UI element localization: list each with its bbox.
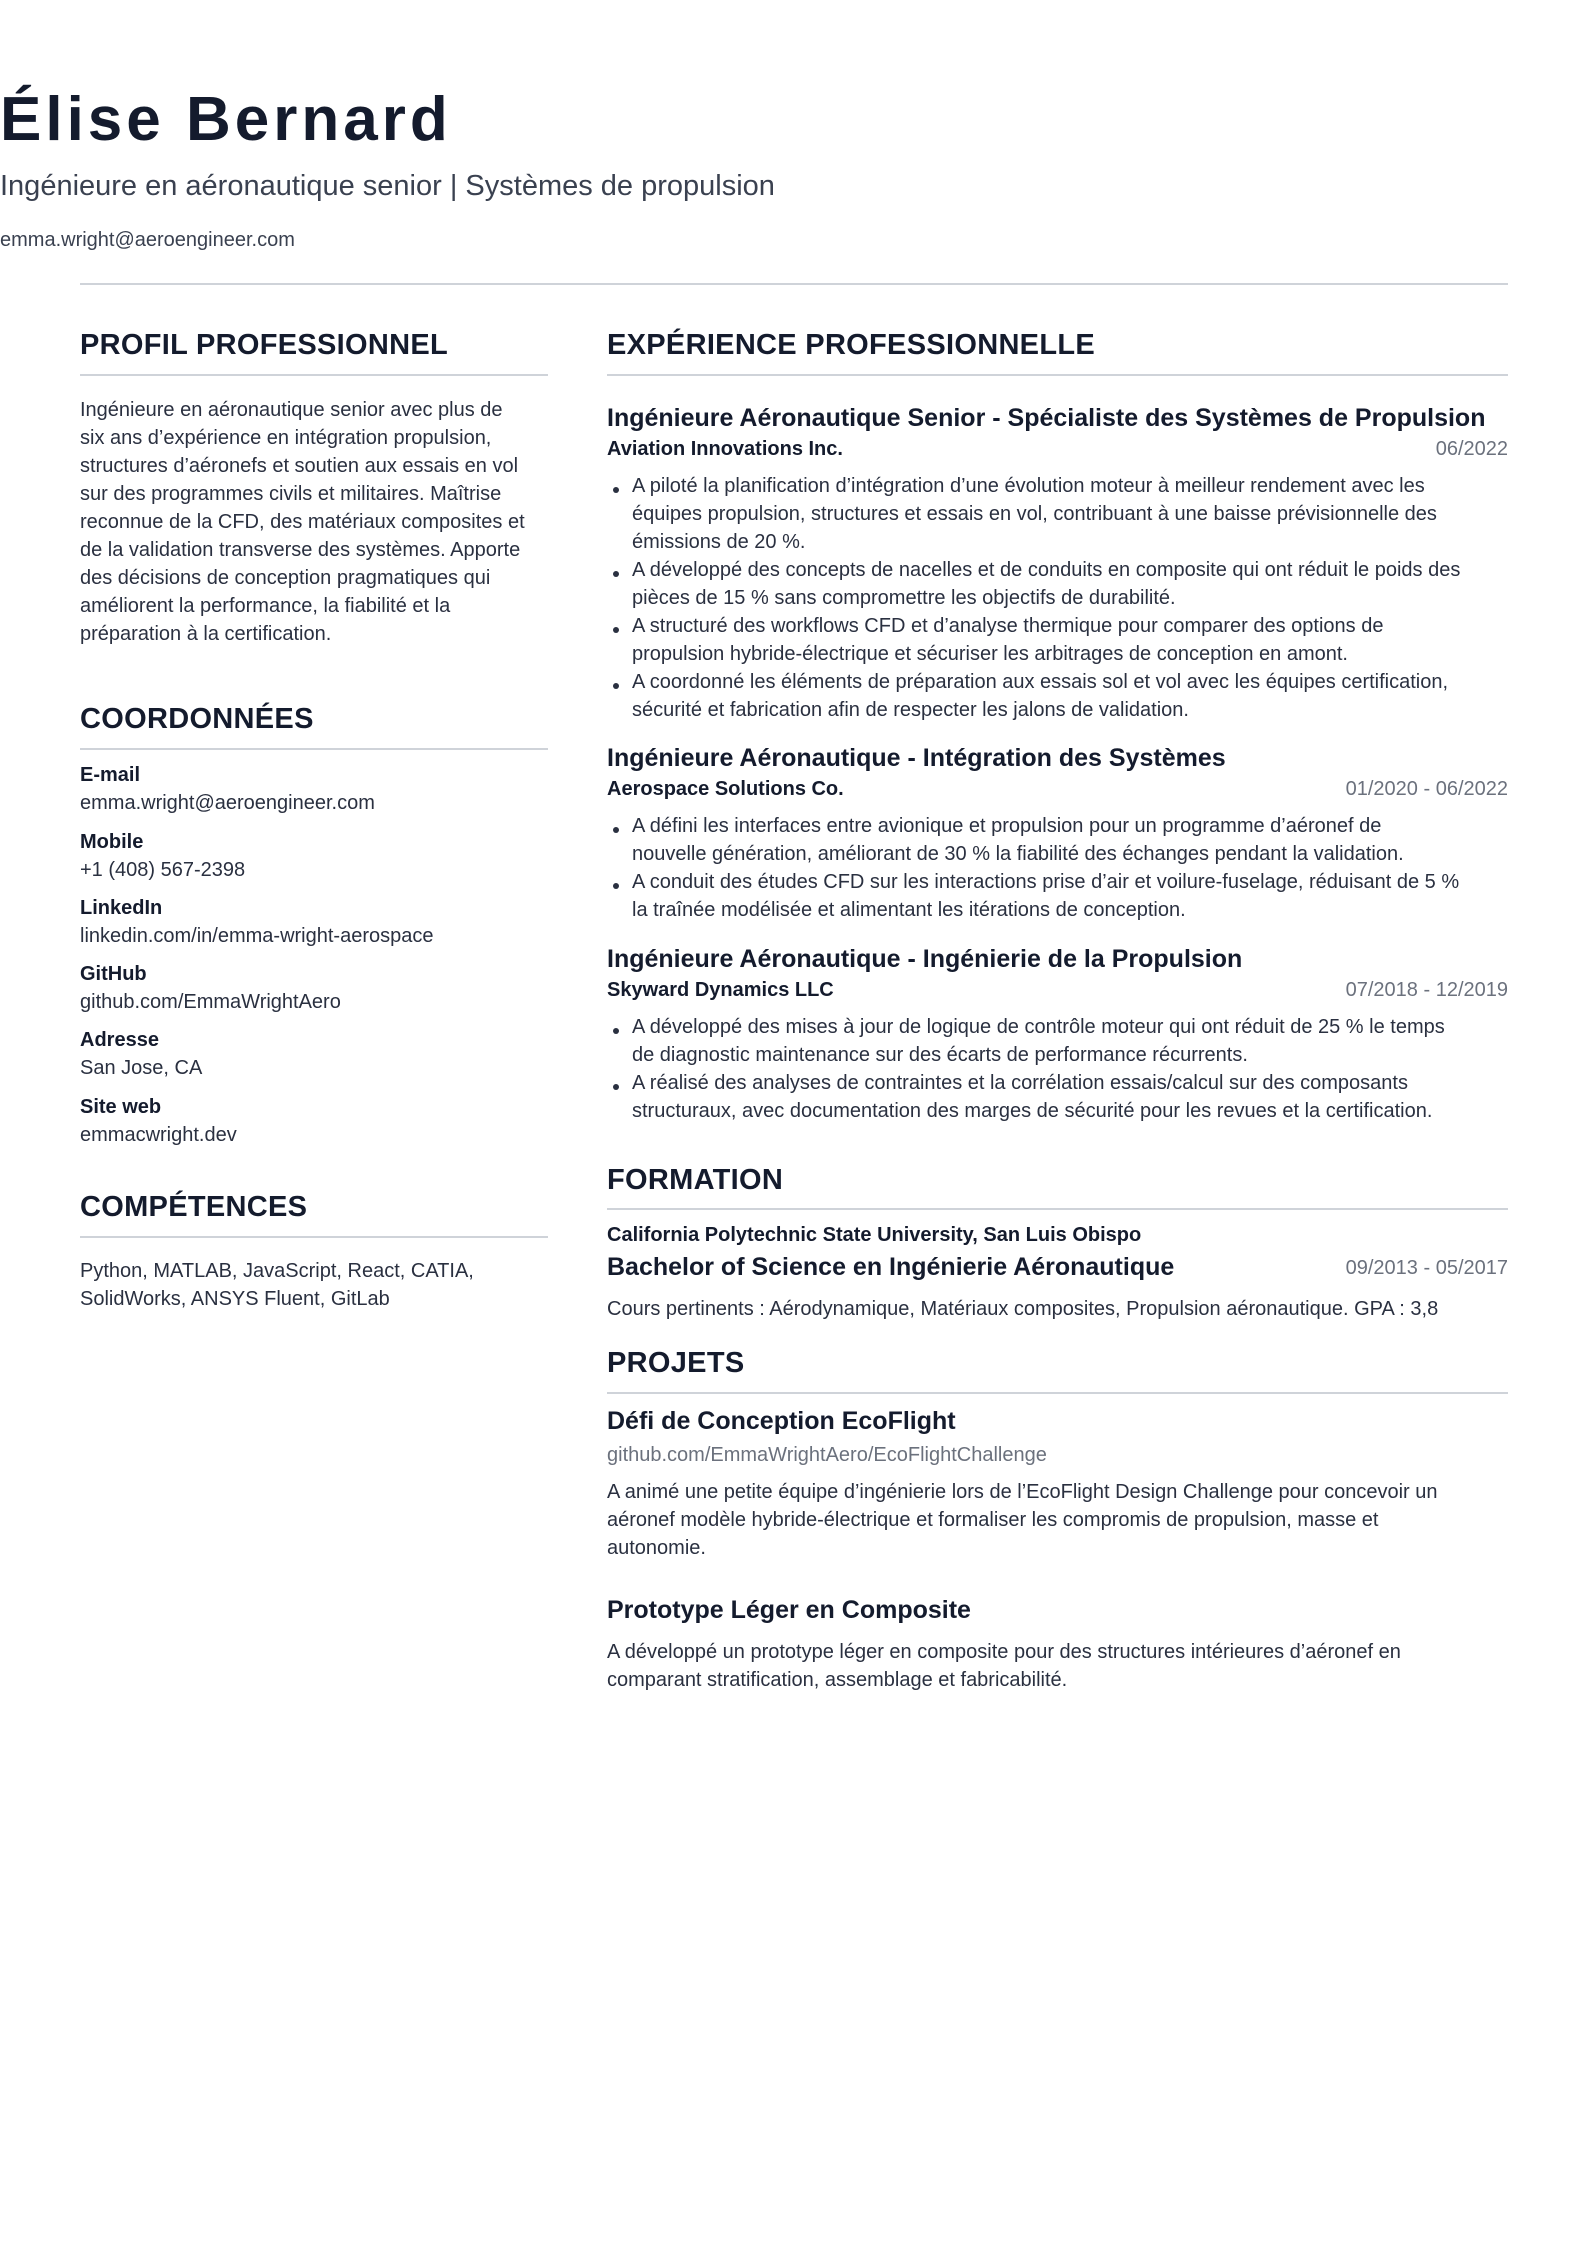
contact-label-address: Adresse: [80, 1029, 159, 1051]
bullet-item: A réalisé des analyses de contraintes et la corrélation essais/calcul sur des composants structuraux, avec documentation des marges de sécurité pour les revues et la certification.: [607, 1069, 1508, 1125]
project-title: Défi de Conception EcoFlight: [607, 1407, 956, 1435]
bullet-item: A conduit des études CFD sur les interactions prise d’air et voilure-fuselage, réduisant de 5 % la traînée modélisée et alimentant les itérations de conception.: [607, 868, 1508, 924]
education-school: California Polytechnic State University, San Luis Obispo: [607, 1224, 1142, 1246]
job-bullets: [607, 472, 1508, 724]
profile-line: sur des programmes civils et militaires. Maîtrise: [80, 483, 502, 505]
education-degree: Bachelor of Science en Ingénierie Aéronautique: [607, 1253, 1175, 1281]
candidate-title: Ingénieure en aéronautique senior | Systèmes de propulsion: [0, 170, 775, 202]
profile-summary: [80, 396, 548, 648]
profile-line: reconnue de la CFD, des matériaux composites et: [80, 511, 525, 533]
project-description: [607, 1478, 1508, 1562]
profile-line: six ans d’expérience en intégration propulsion,: [80, 427, 492, 449]
profile-line: structures d’aéronefs et soutien aux essais en vol: [80, 455, 519, 477]
projects-heading: PROJETS: [607, 1347, 745, 1379]
job-date: 06/2022: [1435, 438, 1508, 460]
job-title: Ingénieure Aéronautique - Intégration des Systèmes: [607, 744, 1226, 772]
bullet-item: A développé des concepts de nacelles et de conduits en composite qui ont réduit le poids des pièces de 15 % sans compromettre les objectifs de durabilité.: [607, 556, 1508, 612]
profile-line: préparation à la certification.: [80, 623, 332, 645]
contact-address: San Jose, CA: [80, 1057, 203, 1079]
profile-line: de la validation transverse des systèmes. Apporte: [80, 539, 521, 561]
contact-mobile[interactable]: +1 (408) 567-2398: [80, 859, 246, 881]
candidate-name: Élise Bernard: [0, 85, 452, 154]
bullet-item: A structuré des workflows CFD et d’analyse thermique pour comparer des options de propulsion hybride-électrique et sécuriser les arbitrages de conception en amont.: [607, 612, 1508, 668]
contact-email[interactable]: emma.wright@aeroengineer.com: [80, 792, 375, 814]
projects-divider: [607, 1392, 1508, 1394]
job-date: 07/2018 - 12/2019: [1345, 979, 1508, 1001]
profile-divider: [80, 374, 548, 376]
bullet-item: A coordonné les éléments de préparation aux essais sol et vol avec les équipes certification, sécurité et fabrication afin de respecter les jalons de validation.: [607, 668, 1508, 724]
job-company: Aerospace Solutions Co.: [607, 778, 844, 800]
job-date: 01/2020 - 06/2022: [1345, 778, 1508, 800]
header-divider: [80, 283, 1508, 285]
job-company: Skyward Dynamics LLC: [607, 979, 834, 1001]
profile-line: améliorent la performance, la fiabilité et la: [80, 595, 451, 617]
contact-website[interactable]: emmacwright.dev: [80, 1124, 237, 1146]
skills-line: SolidWorks, ANSYS Fluent, GitLab: [80, 1288, 390, 1310]
project-line: A animé une petite équipe d’ingénierie lors de l’EcoFlight Design Challenge pour concevoir un: [607, 1481, 1438, 1503]
contact-linkedin[interactable]: linkedin.com/in/emma-wright-aerospace: [80, 925, 434, 947]
profile-heading: PROFIL PROFESSIONNEL: [80, 329, 449, 361]
contact-label-website: Site web: [80, 1096, 162, 1118]
project-title: Prototype Léger en Composite: [607, 1596, 971, 1624]
education-divider: [607, 1208, 1508, 1210]
bullet-item: A développé des mises à jour de logique de contrôle moteur qui ont réduit de 25 % le temps de diagnostic maintenance sur des écarts de performance récurrents.: [607, 1013, 1508, 1069]
skills-line: Python, MATLAB, JavaScript, React, CATIA,: [80, 1260, 474, 1282]
project-line: aéronef modèle hybride-électrique et formaliser les compromis de propulsion, masse et: [607, 1509, 1379, 1531]
header-email[interactable]: emma.wright@aeroengineer.com: [0, 229, 295, 251]
job-bullets: [607, 812, 1508, 924]
education-heading: FORMATION: [607, 1164, 784, 1196]
project-line: comparant stratification, assemblage et fabricabilité.: [607, 1669, 1068, 1691]
contact-label-linkedin: LinkedIn: [80, 897, 163, 919]
project-link[interactable]: github.com/EmmaWrightAero/EcoFlightChallenge: [607, 1444, 1047, 1466]
contact-label-github: GitHub: [80, 963, 147, 985]
bullet-item: A défini les interfaces entre avionique et propulsion pour un programme d’aéronef de nouvelle génération, améliorant de 30 % la fiabilité des échanges pendant la validation.: [607, 812, 1508, 868]
experience-divider: [607, 374, 1508, 376]
project-line: autonomie.: [607, 1537, 706, 1559]
contact-label-mobile: Mobile: [80, 831, 144, 853]
skills-divider: [80, 1236, 548, 1238]
education-details: Cours pertinents : Aérodynamique, Matériaux composites, Propulsion aéronautique. GPA : 3,8: [607, 1298, 1439, 1320]
job-title: Ingénieure Aéronautique - Ingénierie de la Propulsion: [607, 945, 1243, 973]
bullet-item: A piloté la planification d’intégration d’une évolution moteur à meilleur rendement avec les équipes propulsion, structures et essais en vol, contribuant à une baisse prévisionnelle des émissions de 20 %.: [607, 472, 1508, 556]
contact-github[interactable]: github.com/EmmaWrightAero: [80, 991, 341, 1013]
contact-heading: COORDONNÉES: [80, 703, 314, 735]
project-line: A développé un prototype léger en composite pour des structures intérieures d’aéronef en: [607, 1641, 1401, 1663]
job-title: Ingénieure Aéronautique Senior - Spécialiste des Systèmes de Propulsion: [607, 404, 1486, 432]
skills-heading: COMPÉTENCES: [80, 1191, 308, 1223]
project-description: [607, 1638, 1508, 1694]
contact-label-email: E-mail: [80, 764, 141, 786]
profile-line: des décisions de conception pragmatiques qui: [80, 567, 491, 589]
experience-heading: EXPÉRIENCE PROFESSIONNELLE: [607, 329, 1095, 361]
skills-list: [80, 1257, 548, 1313]
education-date: 09/2013 - 05/2017: [1345, 1257, 1508, 1279]
job-bullets: [607, 1013, 1508, 1125]
profile-line: Ingénieure en aéronautique senior avec plus de: [80, 399, 503, 421]
contact-divider: [80, 748, 548, 750]
job-company: Aviation Innovations Inc.: [607, 438, 843, 460]
